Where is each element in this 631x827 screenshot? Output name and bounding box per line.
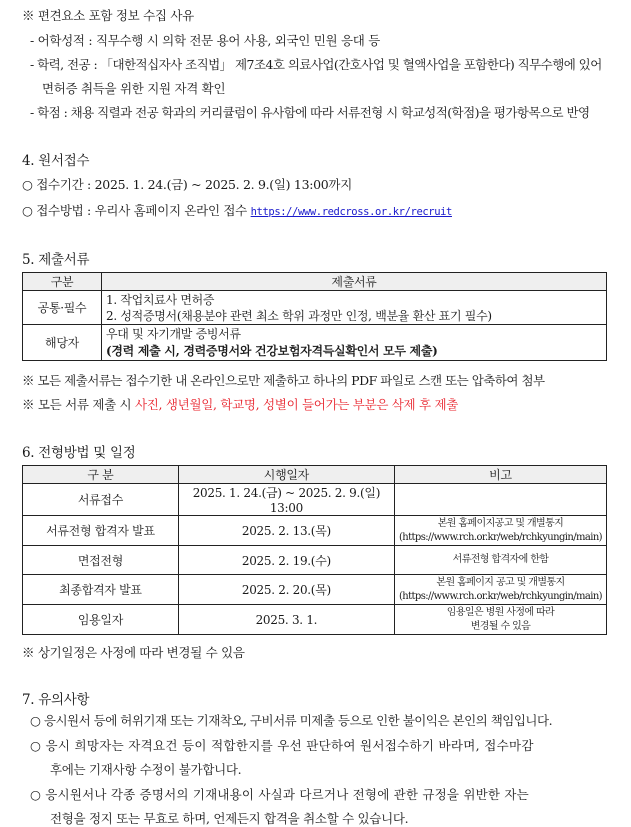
note-cell: [394, 484, 606, 516]
note-cell: [394, 605, 606, 635]
stage-cell: 임용일자: [23, 605, 179, 635]
table-row: [23, 516, 607, 546]
bias-info-item-gpa: - 학점 : 채용 직렬과 전공 학과의 커리큘럼이 유사함에 따라 서류전형 시 학교성적(학점)을 평가항목으로 반영: [30, 105, 590, 120]
date-cell: 2025. 1. 24.(금) ~ 2025. 2. 9.(일) 13:00: [178, 484, 394, 516]
caution-item-3-cont: 전형을 정지 또는 무효로 하며, 언제든지 합격을 취소할 수 있습니다.: [50, 811, 409, 826]
bias-info-title: ※ 편견요소 포함 정보 수집 사유: [22, 8, 194, 23]
document-line: 1. 작업치료사 면허증: [106, 292, 215, 307]
date-cell: 2025. 3. 1.: [178, 605, 394, 635]
note-line: 본원 홈페이지 공고 및 개별통지: [436, 576, 565, 588]
note-url: (https://www.rch.or.kr/web/rchkyungin/main): [398, 590, 602, 602]
documents-note-1: ※ 모든 제출서류는 접수기한 내 온라인으로만 제출하고 하나의 PDF 파일로 스캔 또는 압축하여 첨부: [22, 373, 545, 388]
table-row: [23, 325, 607, 361]
table-row: [23, 575, 607, 605]
table-row: [23, 546, 607, 575]
caution-item-2-cont: 후에는 기재사항 수정이 불가합니다.: [50, 762, 242, 777]
note-url: (https://www.rch.or.kr/web/rchkyungin/main): [398, 531, 602, 543]
documents-note-2-highlight: 사진, 생년월일, 학교명, 성별이 들어가는 부분은 삭제 후 제출: [135, 397, 459, 412]
caution-item-3: ○ 응시원서나 각종 증명서의 기재내용이 사실과 다르거나 전형에 관한 규정을 위반한 자는: [30, 787, 529, 802]
documents-note-2-prefix: ※ 모든 서류 제출 시: [22, 397, 135, 412]
header-category: 구분: [23, 273, 102, 291]
section-5-title: 5. 제출서류: [22, 252, 90, 268]
category-cell: 해당자: [23, 325, 102, 361]
schedule-note: ※ 상기일정은 사정에 따라 변경될 수 있음: [22, 645, 245, 660]
application-method: [22, 201, 452, 219]
note-cell: 서류전형 합격자에 한함: [394, 546, 606, 575]
note-cell: [394, 575, 606, 605]
bias-info-item-language: - 어학성적 : 직무수행 시 의학 전문 용어 사용, 외국인 민원 응대 등: [30, 33, 380, 48]
table-row: [23, 484, 607, 516]
application-method-text: ○ 접수방법 : 우리사 홈페이지 온라인 접수: [22, 203, 251, 218]
note-line: 변경될 수 있음: [470, 620, 531, 632]
note-line: 본원 홈페이지공고 및 개별통지: [437, 517, 564, 529]
document-line: 2. 성적증명서(채용분야 관련 최소 학위 과정만 인정, 백분율 환산 표기 필수): [106, 308, 492, 323]
section-7-title: 7. 유의사항: [22, 692, 90, 708]
documents-table-header: [23, 273, 607, 291]
bias-info-item-education: - 학력, 전공 : 「대한적십자사 조직법」 제7조4호 의료사업(간호사업 및 혈액사업을 포함한다) 직무수행에 있어: [30, 57, 602, 72]
stage-cell: 서류접수: [23, 484, 179, 516]
schedule-table: [22, 465, 607, 635]
schedule-table-header: [23, 466, 607, 484]
recruit-link[interactable]: https://www.redcross.or.kr/recruit: [250, 206, 452, 218]
header-documents: 제출서류: [102, 273, 607, 291]
note-line: 임용일은 병원 사정에 따라: [446, 606, 555, 618]
date-cell: 2025. 2. 19.(수): [178, 546, 394, 575]
header-stage: 구 분: [23, 466, 179, 484]
documents-cell: [102, 325, 607, 361]
stage-cell: 면접전형: [23, 546, 179, 575]
stage-cell: 최종합격자 발표: [23, 575, 179, 605]
bias-info-item-education-cont: 면허증 취득을 위한 지원 자격 확인: [42, 81, 226, 96]
header-note: 비고: [394, 466, 606, 484]
header-date: 시행일자: [178, 466, 394, 484]
table-row: [23, 291, 607, 325]
category-cell: 공통·필수: [23, 291, 102, 325]
table-row: [23, 605, 607, 635]
note-cell: [394, 516, 606, 546]
document-line: 우대 및 자기개발 증빙서류: [106, 326, 241, 341]
caution-item-2: ○ 응시 희망자는 자격요건 등이 적합한지를 우선 판단하여 원서접수하기 바라며, 접수마감: [30, 738, 534, 753]
documents-cell: [102, 291, 607, 325]
caution-item-1: ○ 응시원서 등에 허위기재 또는 기재착오, 구비서류 미제출 등으로 인한 불이익은 본인의 책임입니다.: [30, 713, 553, 728]
stage-cell: 서류전형 합격자 발표: [23, 516, 179, 546]
application-period: ○ 접수기간 : 2025. 1. 24.(금) ~ 2025. 2. 9.(일) 13:00까지: [22, 177, 352, 192]
document-line: (경력 제출 시, 경력증명서와 건강보험자격득실확인서 모두 제출): [106, 343, 438, 358]
section-4-title: 4. 원서접수: [22, 153, 90, 169]
section-6-title: 6. 전형방법 및 일정: [22, 445, 136, 461]
documents-table: [22, 272, 607, 361]
date-cell: 2025. 2. 20.(목): [178, 575, 394, 605]
date-cell: 2025. 2. 13.(목): [178, 516, 394, 546]
documents-note-2: [22, 395, 458, 413]
